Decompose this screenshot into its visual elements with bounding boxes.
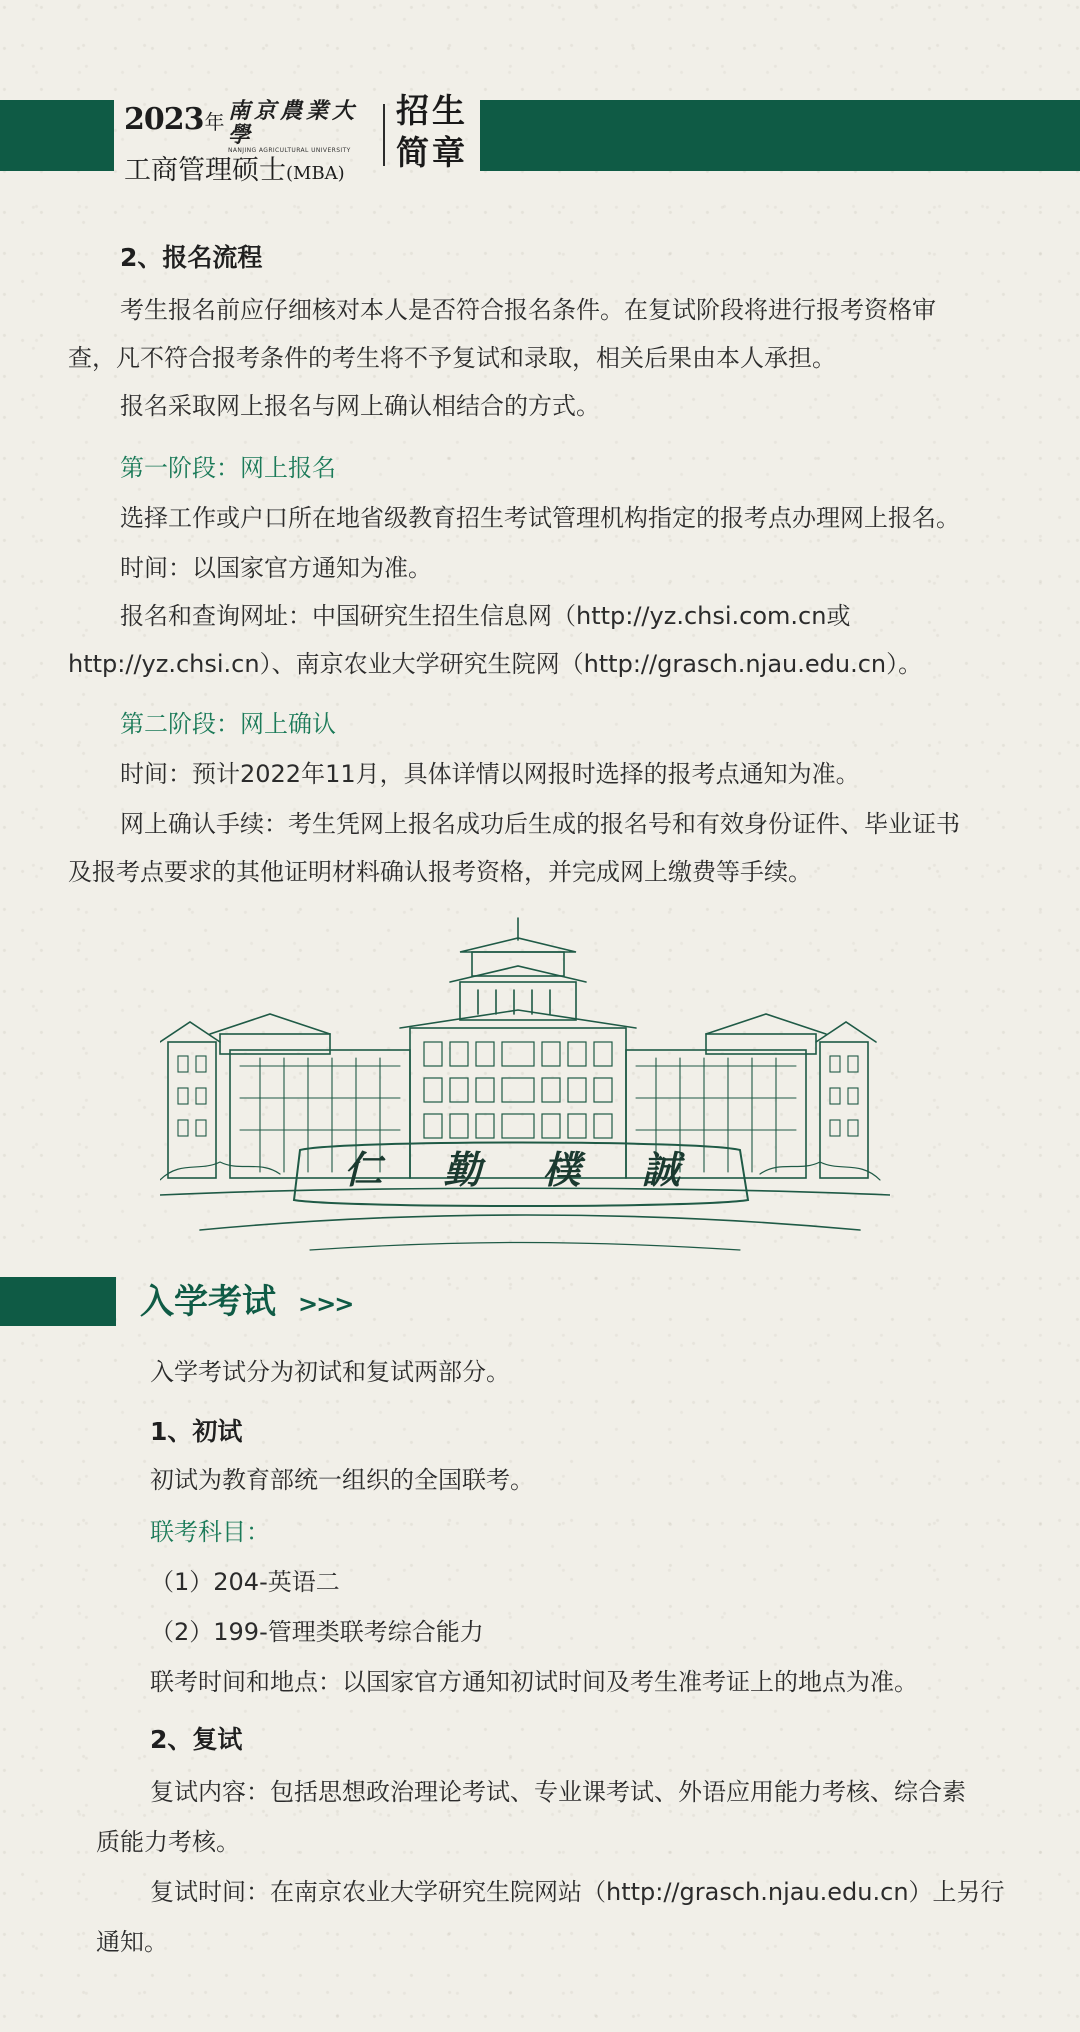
section-band [0, 1277, 116, 1326]
section-title-exam: 入学考试 [140, 1282, 276, 1322]
phase1-urls-line2: http://yz.chsi.cn）、南京农业大学研究生院网（http://grasch.njau.edu.cn）。 [68, 650, 923, 678]
registration-para1-line1: 考生报名前应仔细核对本人是否符合报名条件。在复试阶段将进行报考资格审 [120, 296, 936, 324]
registration-para2: 报名采取网上报名与网上确认相结合的方式。 [120, 392, 600, 420]
phase2-procedure-line2: 及报考点要求的其他证明材料确认报考资格，并完成网上缴费等手续。 [68, 858, 812, 886]
phase1-line1: 选择工作或户口所在地省级教育招生考试管理机构指定的报考点办理网上报名。 [120, 504, 960, 532]
phase1-heading: 第一阶段：网上报名 [120, 454, 336, 482]
preliminary-time-place: 联考时间和地点：以国家官方通知初试时间及考生准考证上的地点为准。 [150, 1668, 918, 1696]
phase2-time: 时间：预计2022年11月，具体详情以网报时选择的报考点通知为准。 [120, 760, 860, 788]
stone-inscription: 仁 勤 樸 誠 [344, 1147, 704, 1192]
page-title-line1: 招生 [396, 91, 468, 130]
registration-para1-line2: 查，凡不符合报考条件的考生将不予复试和录取，相关后果由本人承担。 [68, 344, 836, 372]
retest-time-line1: 复试时间：在南京农业大学研究生院网站（http://grasch.njau.edu.cn）上另行 [150, 1878, 1005, 1906]
preliminary-desc: 初试为教育部统一组织的全国联考。 [150, 1466, 534, 1494]
university-english-name: NANJING AGRICULTURAL UNIVERSITY [228, 147, 351, 154]
registration-heading: 2、报名流程 [120, 243, 263, 272]
header-band-left [0, 100, 114, 171]
header-band-right [480, 100, 1080, 171]
phase2-heading: 第二阶段：网上确认 [120, 710, 336, 738]
retest-content-line2: 质能力考核。 [96, 1828, 240, 1856]
preliminary-heading: 1、初试 [150, 1417, 243, 1446]
campus-building-illustration [160, 910, 890, 1265]
retest-content-line1: 复试内容：包括思想政治理论考试、专业课考试、外语应用能力考核、综合素 [150, 1778, 966, 1806]
header-divider [383, 104, 385, 166]
university-logo-text: 南京農業大學 [228, 98, 359, 148]
university-logo [228, 98, 376, 154]
exam-intro: 入学考试分为初试和复试两部分。 [150, 1358, 510, 1386]
retest-heading: 2、复试 [150, 1725, 243, 1754]
page-title-line2: 简章 [396, 133, 468, 172]
program-name: 工商管理硕士(MBA) [124, 155, 345, 186]
phase1-urls-line1: 报名和查询网址：中国研究生招生信息网（http://yz.chsi.com.cn或 [120, 602, 851, 630]
subjects-label: 联考科目： [150, 1518, 270, 1546]
header-year: 2023年 [124, 102, 224, 137]
subject-english: （1）204-英语二 [150, 1568, 340, 1596]
phase1-time: 时间：以国家官方通知为准。 [120, 554, 432, 582]
page-title [396, 90, 476, 174]
retest-time-line2: 通知。 [96, 1928, 168, 1956]
section-arrows-icon: >>> [298, 1290, 353, 1318]
phase2-procedure-line1: 网上确认手续：考生凭网上报名成功后生成的报名号和有效身份证件、毕业证书 [120, 810, 960, 838]
subject-management: （2）199-管理类联考综合能力 [150, 1618, 484, 1646]
